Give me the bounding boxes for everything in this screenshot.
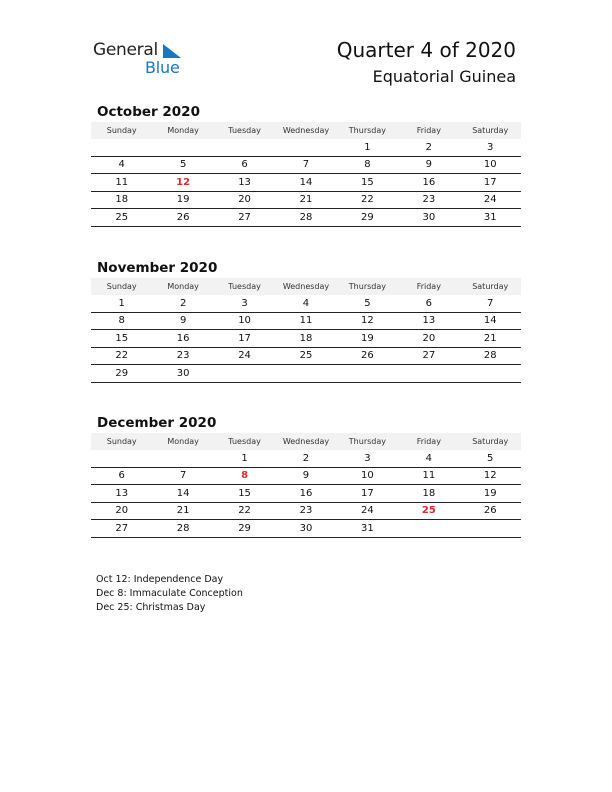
weekday-label: Wednesday (282, 282, 330, 291)
day-cell: 23 (422, 194, 436, 206)
day-cell: 22 (361, 194, 374, 206)
week-row (91, 468, 521, 486)
week-row (91, 330, 521, 348)
day-cell: 17 (361, 487, 374, 499)
week-row (91, 313, 521, 331)
day-cell: 17 (483, 176, 497, 188)
day-cell: 4 (302, 297, 310, 309)
holiday-note: Dec 8: Immaculate Conception (96, 588, 243, 599)
day-cell: 19 (483, 487, 497, 499)
day-cell: 24 (483, 194, 497, 206)
weekday-label: Friday (416, 437, 441, 446)
day-cell: 24 (361, 505, 374, 517)
day-cell: 26 (176, 211, 190, 223)
day-cell: 2 (425, 141, 432, 153)
day-cell: 29 (115, 367, 129, 379)
holiday-day-cell: 25 (421, 505, 436, 517)
day-cell: 1 (364, 141, 371, 153)
day-cell: 29 (361, 211, 374, 223)
holiday-day-cell: 12 (176, 176, 191, 188)
day-cell: 26 (483, 505, 497, 517)
day-cell: 6 (241, 159, 248, 171)
day-cell: 31 (483, 211, 497, 223)
week-row (91, 520, 521, 538)
holiday-note: Oct 12: Independence Day (96, 574, 224, 585)
day-cell: 13 (115, 487, 129, 499)
day-cell: 30 (176, 367, 190, 379)
day-cell: 22 (238, 505, 251, 517)
day-cell: 15 (115, 332, 129, 344)
day-cell: 9 (179, 315, 187, 327)
day-cell: 11 (299, 315, 313, 327)
day-cell: 6 (118, 470, 125, 482)
day-cell: 9 (302, 470, 310, 482)
weekday-label: Saturday (472, 437, 509, 446)
day-cell: 17 (238, 332, 251, 344)
day-cell: 3 (364, 452, 371, 464)
day-cell: 16 (422, 176, 436, 188)
day-cell: 29 (238, 522, 251, 534)
logo (93, 40, 193, 80)
day-cell: 15 (238, 487, 251, 499)
week-row (91, 485, 521, 503)
day-cell: 23 (299, 505, 313, 517)
day-cell: 25 (115, 211, 129, 223)
day-cell: 25 (299, 350, 313, 362)
day-cell: 28 (176, 522, 190, 534)
week-row (91, 139, 521, 157)
day-cell: 5 (179, 159, 187, 171)
week-row (91, 209, 521, 227)
day-cell: 28 (299, 211, 313, 223)
day-cell: 30 (422, 211, 436, 223)
day-cell: 14 (299, 176, 313, 188)
holiday-notes (96, 573, 243, 615)
week-row (91, 348, 521, 366)
day-cell: 28 (483, 350, 497, 362)
weekday-label: Wednesday (282, 437, 330, 446)
day-cell: 16 (176, 332, 190, 344)
page-subtitle: Equatorial Guinea (372, 67, 516, 86)
holiday-day-cell: 8 (241, 470, 249, 482)
day-cell: 20 (115, 505, 129, 517)
day-cell: 24 (238, 350, 251, 362)
day-cell: 11 (115, 176, 129, 188)
day-cell: 11 (422, 470, 436, 482)
day-cell: 18 (422, 487, 436, 499)
day-cell: 27 (422, 350, 436, 362)
weekday-header (91, 278, 521, 295)
day-cell: 21 (483, 332, 497, 344)
day-cell: 5 (487, 452, 494, 464)
day-cell: 15 (361, 176, 374, 188)
page-title: Quarter 4 of 2020 (336, 38, 516, 62)
holiday-note: Dec 25: Christmas Day (96, 602, 206, 613)
weekday-label: Thursday (348, 126, 386, 135)
day-cell: 19 (361, 332, 374, 344)
day-cell: 27 (238, 211, 251, 223)
day-cell: 18 (299, 332, 313, 344)
day-cell: 20 (422, 332, 436, 344)
weekday-label: Friday (416, 282, 441, 291)
weekday-label: Wednesday (282, 126, 330, 135)
weekday-label: Tuesday (228, 282, 261, 291)
day-cell: 4 (118, 159, 125, 171)
day-cell: 8 (118, 315, 125, 327)
month-november (91, 258, 521, 383)
day-cell: 20 (238, 194, 251, 206)
day-cell: 10 (361, 470, 374, 482)
day-cell: 6 (425, 297, 432, 309)
month-title: October 2020 (97, 104, 200, 120)
day-cell: 3 (487, 141, 494, 153)
weekday-label: Thursday (348, 437, 386, 446)
week-row (91, 192, 521, 210)
weekday-label: Sunday (106, 282, 137, 291)
week-row (91, 295, 521, 313)
weekday-label: Monday (167, 126, 199, 135)
weekday-label: Saturday (472, 282, 509, 291)
weekday-label: Tuesday (228, 437, 261, 446)
day-cell: 3 (241, 297, 248, 309)
day-cell: 31 (361, 522, 374, 534)
day-cell: 7 (179, 470, 187, 482)
day-cell: 7 (302, 159, 310, 171)
logo-text-blue: Blue (145, 58, 180, 77)
day-cell: 16 (299, 487, 313, 499)
day-cell: 2 (179, 297, 187, 309)
day-cell: 1 (241, 452, 248, 464)
day-cell: 14 (176, 487, 190, 499)
day-cell: 19 (176, 194, 190, 206)
day-cell: 14 (483, 315, 497, 327)
weekday-label: Thursday (348, 282, 386, 291)
weekday-label: Monday (167, 282, 199, 291)
day-cell: 1 (118, 297, 125, 309)
day-cell: 4 (425, 452, 432, 464)
day-cell: 5 (364, 297, 371, 309)
weekday-label: Tuesday (228, 126, 261, 135)
day-cell: 21 (176, 505, 190, 517)
day-cell: 21 (299, 194, 313, 206)
day-cell: 7 (487, 297, 494, 309)
week-row (91, 503, 521, 521)
day-cell: 18 (115, 194, 129, 206)
weekday-label: Monday (167, 437, 199, 446)
day-cell: 2 (302, 452, 310, 464)
weekday-header (91, 122, 521, 139)
day-cell: 8 (364, 159, 371, 171)
day-cell: 12 (483, 470, 497, 482)
week-row (91, 157, 521, 175)
weekday-header (91, 433, 521, 450)
day-cell: 22 (115, 350, 129, 362)
day-cell: 27 (115, 522, 129, 534)
day-cell: 30 (299, 522, 313, 534)
month-october (91, 102, 521, 227)
day-cell: 10 (483, 159, 497, 171)
day-cell: 26 (361, 350, 374, 362)
weekday-label: Friday (416, 126, 441, 135)
day-cell: 13 (238, 176, 251, 188)
month-title: November 2020 (97, 260, 218, 276)
month-title: December 2020 (97, 415, 217, 431)
day-cell: 23 (176, 350, 190, 362)
week-row (91, 450, 521, 468)
day-cell: 12 (361, 315, 374, 327)
month-december (91, 413, 521, 538)
day-cell: 9 (425, 159, 432, 171)
week-row (91, 174, 521, 192)
day-cell: 13 (422, 315, 436, 327)
weekday-label: Sunday (106, 126, 137, 135)
weekday-label: Saturday (472, 126, 509, 135)
week-row (91, 365, 521, 383)
day-cell: 10 (238, 315, 251, 327)
weekday-label: Sunday (106, 437, 137, 446)
logo-text-general: General (93, 40, 158, 60)
